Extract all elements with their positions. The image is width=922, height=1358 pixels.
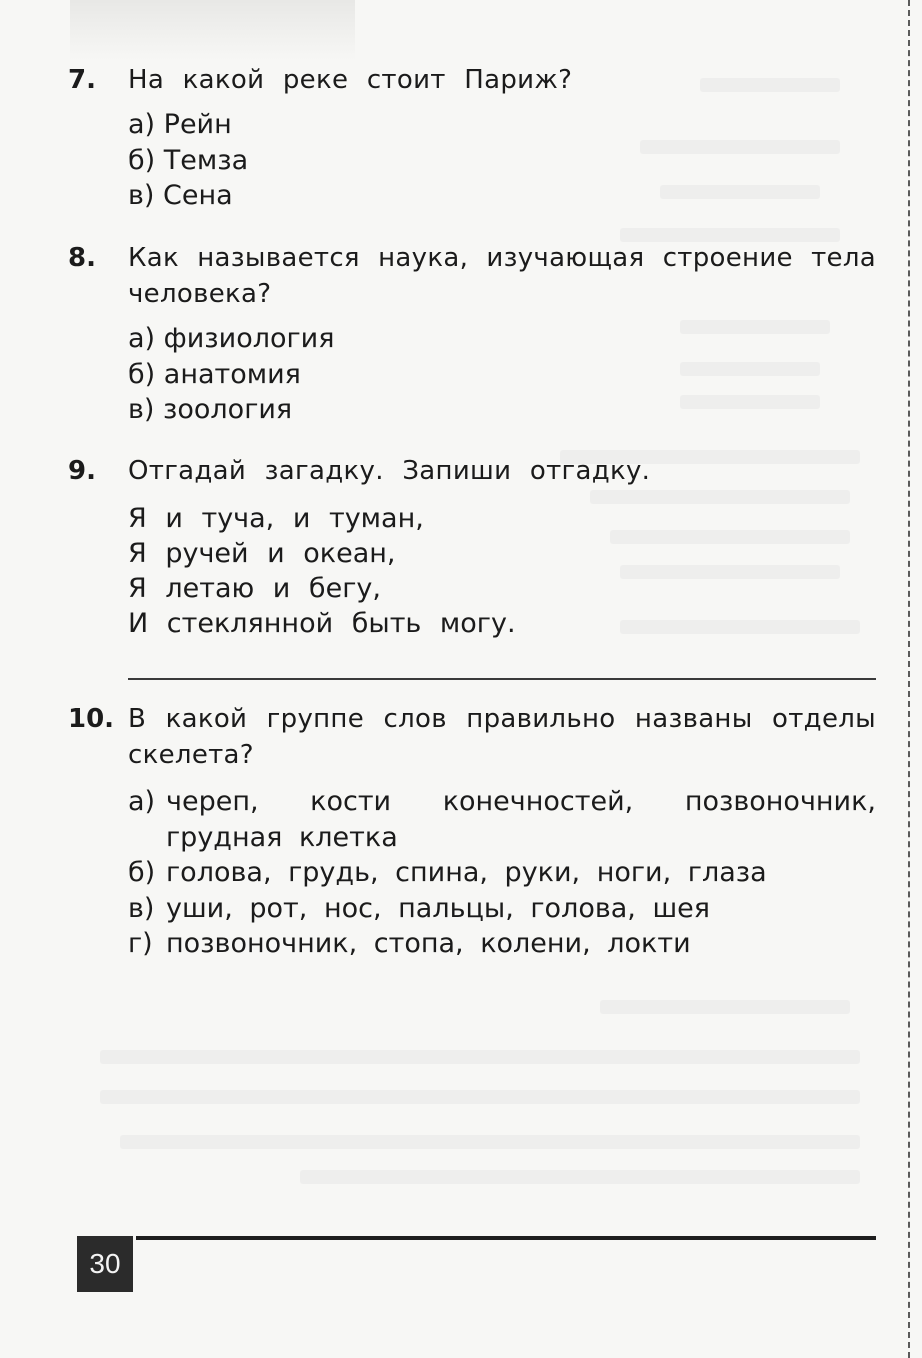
option-letter: б)	[128, 857, 156, 888]
show-through	[300, 1170, 860, 1184]
question-8	[68, 240, 876, 428]
poem-line: Я ручей и океан,	[128, 538, 396, 569]
show-through	[100, 1050, 860, 1064]
show-through	[100, 1090, 860, 1104]
question-text: Как называется наука, изучающая строение тела человека?	[128, 243, 876, 309]
option-a[interactable]: а) Рейн	[128, 109, 232, 140]
poem-line: Я летаю и бегу,	[128, 573, 381, 604]
option-letter: а)	[128, 786, 156, 817]
question-number: 7.	[68, 65, 96, 95]
question-text: Отгадай загадку. Запиши отгадку.	[128, 456, 651, 486]
question-10	[68, 701, 876, 962]
footer-rule	[136, 1236, 876, 1240]
option-text: позвоночник, стопа, колени, локти	[166, 928, 691, 959]
option-d[interactable]	[128, 926, 876, 962]
question-text: На какой реке стоит Париж?	[128, 65, 573, 95]
option-b[interactable]: б) Темза	[128, 144, 249, 176]
answer-line[interactable]	[128, 678, 876, 680]
option-letter: в)	[128, 892, 155, 924]
poem-line: Я и туча, и туман,	[128, 503, 424, 534]
option-a[interactable]: а) физиология	[128, 323, 335, 354]
show-through	[120, 1135, 860, 1149]
question-number: 9.	[68, 456, 96, 486]
question-number: 8.	[68, 243, 96, 273]
question-7	[68, 62, 876, 214]
question-number: 10.	[68, 704, 115, 734]
cut-line	[908, 0, 910, 1358]
question-text: В какой группе слов правильно названы отделы скелета?	[128, 704, 876, 770]
show-through	[600, 1000, 850, 1014]
answer-options	[128, 784, 876, 962]
question-9	[68, 453, 876, 641]
option-text: уши, рот, нос, пальцы, голова, шея	[166, 892, 711, 924]
option-text: голова, грудь, спина, руки, ноги, глаза	[166, 857, 767, 888]
option-a[interactable]	[128, 784, 876, 855]
riddle-poem	[128, 501, 876, 641]
option-text: череп, кости конечностей, позвоночник, грудная клетка	[166, 786, 876, 853]
option-c[interactable]: в) Сена	[128, 180, 233, 211]
option-b[interactable]: б) анатомия	[128, 358, 301, 390]
page-number: 30	[77, 1236, 133, 1292]
poem-line: И стеклянной быть могу.	[128, 608, 516, 639]
option-c[interactable]: в) зоология	[128, 394, 293, 425]
answer-options	[128, 321, 876, 428]
scan-shadow	[70, 0, 355, 60]
option-b[interactable]	[128, 855, 876, 891]
option-letter: г)	[128, 928, 153, 959]
option-c[interactable]	[128, 891, 876, 927]
answer-options	[128, 107, 876, 214]
